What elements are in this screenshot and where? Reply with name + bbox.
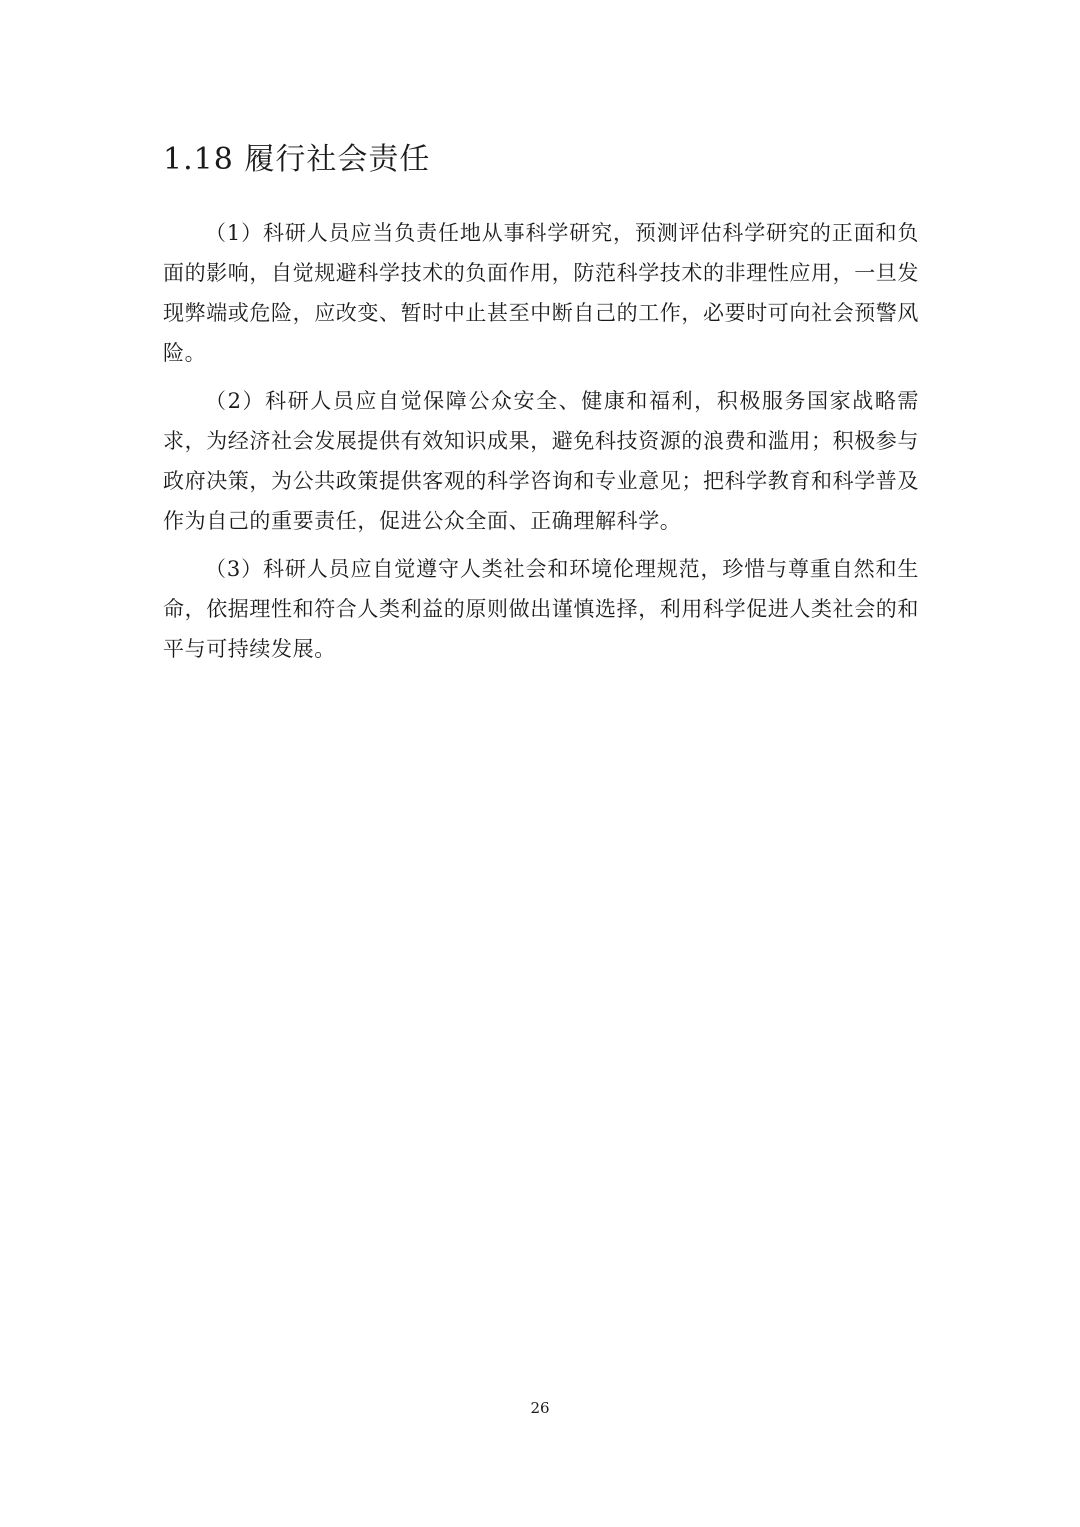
paragraph-3: （3）科研人员应自觉遵守人类社会和环境伦理规范，珍惜与尊重自然和生命，依据理性和符合人类利益的原则做出谨慎选择，利用科学促进人类社会的和平与可持续发展。 <box>163 557 919 661</box>
paragraph-2: （2）科研人员应自觉保障公众安全、健康和福利，积极服务国家战略需求，为经济社会发展提供有效知识成果，避免科技资源的浪费和滥用；积极参与政府决策，为公共政策提供客观的科学咨询和专业意见；把科学教育和科学普及作为自己的重要责任，促进公众全面、正确理解科学。 <box>163 389 919 533</box>
page-number: 26 <box>530 1399 550 1417</box>
body-text <box>163 213 919 677</box>
section-title: 1.18 履行社会责任 <box>163 142 431 177</box>
paragraph-1: （1）科研人员应当负责任地从事科学研究，预测评估科学研究的正面和负面的影响，自觉规避科学技术的负面作用，防范科学技术的非理性应用，一旦发现弊端或危险，应改变、暂时中止甚至中断自己的工作，必要时可向社会预警风险。 <box>163 221 919 365</box>
